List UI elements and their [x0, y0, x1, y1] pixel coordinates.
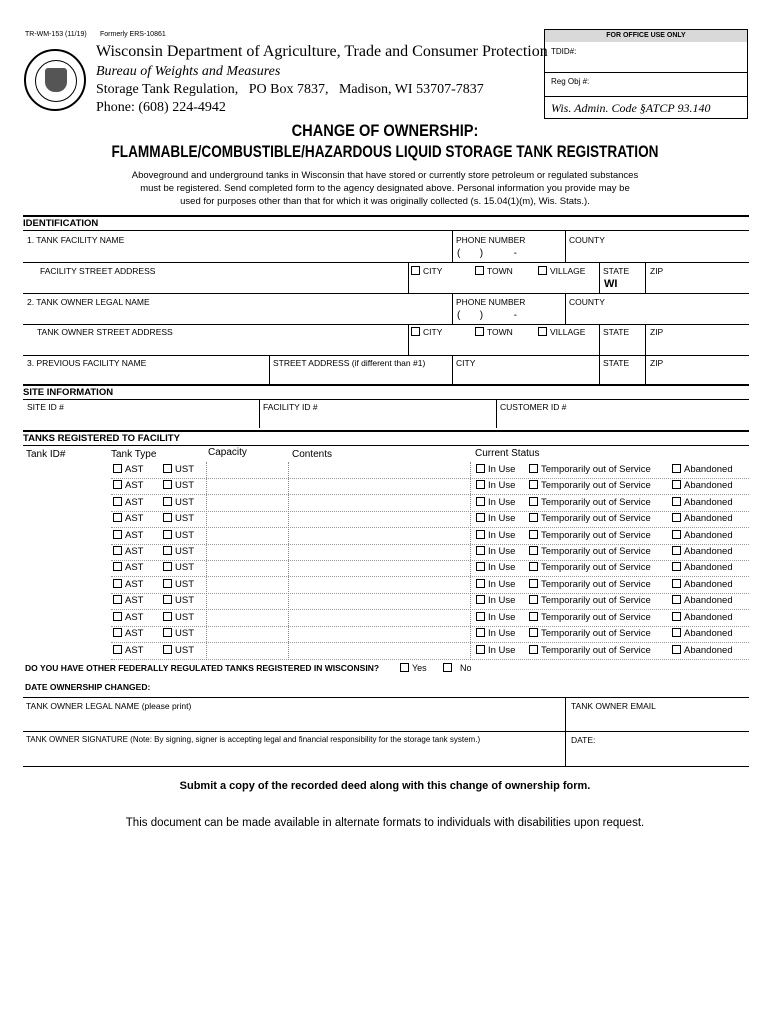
- facility-county-input[interactable]: [566, 244, 749, 261]
- form-title-line1: CHANGE OF OWNERSHIP:: [291, 121, 479, 140]
- tank-contents-input[interactable]: [290, 611, 469, 626]
- table-row: [0, 561, 770, 577]
- status-abandoned-checkbox[interactable]: Abandoned: [672, 480, 733, 491]
- tank-ast-checkbox[interactable]: AST: [113, 645, 143, 656]
- status-in-use-checkbox[interactable]: In Use: [476, 546, 515, 557]
- owner-city-checkbox[interactable]: CITY: [411, 327, 442, 337]
- owner-name-input[interactable]: [23, 294, 452, 323]
- table-row: [0, 496, 770, 512]
- owner-state-label: STATE: [603, 327, 630, 337]
- form-id: TR-WM-153 (11/19): [25, 31, 87, 38]
- tank-capacity-input[interactable]: [208, 644, 287, 659]
- facility-phone-format: ( ) -: [457, 248, 517, 259]
- status-in-use-checkbox[interactable]: In Use: [476, 530, 515, 541]
- facility-county-label: COUNTY: [569, 235, 605, 245]
- tank-ast-checkbox[interactable]: AST: [113, 497, 143, 508]
- signature-date-input[interactable]: [566, 746, 749, 764]
- prev-city-input[interactable]: [453, 368, 599, 383]
- col-tank-id: Tank ID#: [26, 449, 66, 460]
- facility-state-value: WI: [604, 278, 618, 290]
- tank-ast-checkbox[interactable]: AST: [113, 628, 143, 639]
- tank-capacity-input[interactable]: [208, 545, 287, 560]
- tank-contents-input[interactable]: [290, 512, 469, 527]
- status-abandoned-checkbox[interactable]: Abandoned: [672, 579, 733, 590]
- facility-city-checkbox[interactable]: CITY: [411, 266, 442, 276]
- bureau-name: Bureau of Weights and Measures: [96, 64, 281, 79]
- table-row: [0, 644, 770, 660]
- owner-village-checkbox[interactable]: VILLAGE: [538, 327, 585, 337]
- status-abandoned-checkbox[interactable]: Abandoned: [672, 562, 733, 573]
- status-temp-out-checkbox[interactable]: Temporarily out of Service: [529, 562, 651, 573]
- owner-print-name-input[interactable]: [23, 712, 564, 730]
- tank-id-input[interactable]: [24, 594, 108, 609]
- agency-phone: Phone: (608) 224-4942: [96, 100, 226, 115]
- tank-capacity-input[interactable]: [208, 463, 287, 478]
- tank-capacity-input[interactable]: [208, 611, 287, 626]
- tank-capacity-input[interactable]: [208, 561, 287, 576]
- owner-zip-label: ZIP: [650, 327, 664, 337]
- status-temp-out-checkbox[interactable]: Temporarily out of Service: [529, 530, 651, 541]
- owner-county-label: COUNTY: [569, 297, 605, 307]
- tank-ust-checkbox[interactable]: UST: [163, 480, 194, 491]
- owner-phone-label: PHONE NUMBER: [456, 297, 526, 307]
- owner-town-checkbox[interactable]: TOWN: [475, 327, 513, 337]
- tanks-heading: TANKS REGISTERED TO FACILITY: [23, 433, 180, 444]
- intro-line3: used for purposes other than that for which it was originally collected (s. 15.04(1)(m), Wis. Stats.).: [180, 196, 590, 207]
- office-use-box: [544, 29, 748, 119]
- intro-line1: Aboveground and underground tanks in Wisconsin that have stored or currently store petroleum or regulated substances: [131, 170, 639, 181]
- status-in-use-checkbox[interactable]: In Use: [476, 579, 515, 590]
- status-in-use-checkbox[interactable]: In Use: [476, 562, 515, 573]
- intro-line2: must be registered. Send completed form to the agency designated above. Personal information you provide may be: [140, 183, 630, 194]
- table-row: [0, 512, 770, 528]
- federal-no-checkbox[interactable]: No: [443, 663, 472, 673]
- tank-capacity-input[interactable]: [208, 529, 287, 544]
- owner-name-label: 2. TANK OWNER LEGAL NAME: [27, 297, 150, 307]
- tank-contents-input[interactable]: [290, 496, 469, 511]
- tank-id-input[interactable]: [24, 644, 108, 659]
- tank-ast-checkbox[interactable]: AST: [113, 513, 143, 524]
- site-heading: SITE INFORMATION: [23, 387, 114, 398]
- tank-ust-checkbox[interactable]: UST: [163, 464, 194, 475]
- site-id-input[interactable]: [23, 400, 259, 427]
- tank-ust-checkbox[interactable]: UST: [163, 595, 194, 606]
- status-temp-out-checkbox[interactable]: Temporarily out of Service: [529, 595, 651, 606]
- owner-phone-input[interactable]: [453, 306, 565, 323]
- tank-id-input[interactable]: [24, 463, 108, 478]
- table-row: [0, 479, 770, 495]
- status-abandoned-checkbox[interactable]: Abandoned: [672, 513, 733, 524]
- tank-capacity-input[interactable]: [208, 627, 287, 642]
- owner-phone-format: ( ) -: [457, 310, 517, 321]
- prev-zip-label: ZIP: [650, 358, 664, 368]
- office-use-title: FOR OFFICE USE ONLY: [606, 32, 686, 39]
- table-row: [0, 627, 770, 643]
- tank-ust-checkbox[interactable]: UST: [163, 513, 194, 524]
- col-current-status: Current Status: [475, 448, 540, 459]
- alternate-formats-note: This document can be made available in alternate formats to individuals with disabilities upon request.: [125, 817, 645, 829]
- tank-contents-input[interactable]: [290, 561, 469, 576]
- signature-date-label: DATE:: [571, 735, 596, 745]
- tank-ast-checkbox[interactable]: AST: [113, 595, 143, 606]
- table-row: [0, 594, 770, 610]
- reg-obj-label: Reg Obj #:: [551, 77, 590, 86]
- status-abandoned-checkbox[interactable]: Abandoned: [672, 497, 733, 508]
- tank-ast-checkbox[interactable]: AST: [113, 530, 143, 541]
- tank-capacity-input[interactable]: [208, 578, 287, 593]
- table-row: [0, 578, 770, 594]
- tank-ast-checkbox[interactable]: AST: [113, 579, 143, 590]
- status-abandoned-checkbox[interactable]: Abandoned: [672, 595, 733, 606]
- tank-contents-input[interactable]: [290, 644, 469, 659]
- prev-street-label: STREET ADDRESS (if different than #1): [273, 358, 426, 368]
- submit-deed-note: Submit a copy of the recorded deed along with this change of ownership form.: [179, 780, 591, 792]
- date-ownership-changed-label: DATE OWNERSHIP CHANGED:: [25, 682, 151, 692]
- status-temp-out-checkbox[interactable]: Temporarily out of Service: [529, 579, 651, 590]
- agency-address: Storage Tank Regulation, PO Box 7837, Madison, WI 53707-7837: [96, 82, 484, 97]
- state-seal-icon: [24, 49, 86, 111]
- admin-code: Wis. Admin. Code §ATCP 93.140: [551, 101, 711, 115]
- date-ownership-changed-input[interactable]: [170, 680, 749, 694]
- status-in-use-checkbox[interactable]: In Use: [476, 513, 515, 524]
- facility-name-input[interactable]: [23, 231, 452, 261]
- tank-ust-checkbox[interactable]: UST: [163, 562, 194, 573]
- facility-phone-label: PHONE NUMBER: [456, 235, 526, 245]
- facility-street-label: FACILITY STREET ADDRESS: [40, 266, 156, 276]
- facility-zip-input[interactable]: [646, 276, 749, 292]
- facility-id-input[interactable]: [260, 412, 496, 427]
- tank-ast-checkbox[interactable]: AST: [113, 464, 143, 475]
- tank-contents-input[interactable]: [290, 545, 469, 560]
- status-temp-out-checkbox[interactable]: Temporarily out of Service: [529, 497, 651, 508]
- tank-contents-input[interactable]: [290, 627, 469, 642]
- tank-ast-checkbox[interactable]: AST: [113, 612, 143, 623]
- tank-ust-checkbox[interactable]: UST: [163, 579, 194, 590]
- status-temp-out-checkbox[interactable]: Temporarily out of Service: [529, 464, 651, 475]
- status-temp-out-checkbox[interactable]: Temporarily out of Service: [529, 628, 651, 639]
- col-tank-type: Tank Type: [111, 449, 157, 460]
- facility-zip-label: ZIP: [650, 266, 664, 276]
- identification-heading: IDENTIFICATION: [23, 218, 99, 229]
- status-abandoned-checkbox[interactable]: Abandoned: [672, 628, 733, 639]
- tank-ast-checkbox[interactable]: AST: [113, 480, 143, 491]
- tank-id-input[interactable]: [24, 529, 108, 544]
- tank-id-input[interactable]: [24, 578, 108, 593]
- status-temp-out-checkbox[interactable]: Temporarily out of Service: [529, 645, 651, 656]
- status-abandoned-checkbox[interactable]: Abandoned: [672, 612, 733, 623]
- tank-ust-checkbox[interactable]: UST: [163, 546, 194, 557]
- status-temp-out-checkbox[interactable]: Temporarily out of Service: [529, 513, 651, 524]
- agency-name: Wisconsin Department of Agriculture, Trade and Consumer Protection: [96, 43, 548, 60]
- prev-facility-label: 3. PREVIOUS FACILITY NAME: [27, 358, 147, 368]
- status-temp-out-checkbox[interactable]: Temporarily out of Service: [529, 612, 651, 623]
- tank-capacity-input[interactable]: [208, 496, 287, 511]
- tdid-label: TDID#:: [551, 47, 577, 56]
- status-in-use-checkbox[interactable]: In Use: [476, 645, 515, 656]
- owner-street-input[interactable]: [23, 325, 408, 354]
- tank-contents-input[interactable]: [290, 463, 469, 478]
- status-in-use-checkbox[interactable]: In Use: [476, 612, 515, 623]
- tank-ust-checkbox[interactable]: UST: [163, 530, 194, 541]
- status-temp-out-checkbox[interactable]: Temporarily out of Service: [529, 546, 651, 557]
- owner-county-input[interactable]: [566, 306, 749, 323]
- tank-ust-checkbox[interactable]: UST: [163, 612, 194, 623]
- facility-id-label: FACILITY ID #: [263, 402, 318, 412]
- customer-id-label: CUSTOMER ID #: [500, 402, 567, 412]
- status-in-use-checkbox[interactable]: In Use: [476, 480, 515, 491]
- facility-phone-input[interactable]: [453, 244, 565, 261]
- tank-ast-checkbox[interactable]: AST: [113, 546, 143, 557]
- owner-street-label: TANK OWNER STREET ADDRESS: [37, 327, 173, 337]
- facility-village-checkbox[interactable]: VILLAGE: [538, 266, 585, 276]
- status-in-use-checkbox[interactable]: In Use: [476, 595, 515, 606]
- owner-print-name-label: TANK OWNER LEGAL NAME (please print): [26, 701, 192, 711]
- tank-contents-input[interactable]: [290, 578, 469, 593]
- tank-id-input[interactable]: [24, 611, 108, 626]
- tank-ust-checkbox[interactable]: UST: [163, 497, 194, 508]
- status-abandoned-checkbox[interactable]: Abandoned: [672, 530, 733, 541]
- status-in-use-checkbox[interactable]: In Use: [476, 497, 515, 508]
- prev-city-label: CITY: [456, 358, 476, 368]
- table-row: [0, 611, 770, 627]
- status-abandoned-checkbox[interactable]: Abandoned: [672, 546, 733, 557]
- prev-state-label: STATE: [603, 358, 630, 368]
- form-title-line2: FLAMMABLE/COMBUSTIBLE/HAZARDOUS LIQUID STORAGE TANK REGISTRATION: [111, 142, 659, 161]
- prev-street-input[interactable]: [270, 368, 452, 383]
- tank-ust-checkbox[interactable]: UST: [163, 645, 194, 656]
- status-in-use-checkbox[interactable]: In Use: [476, 628, 515, 639]
- tank-contents-input[interactable]: [290, 594, 469, 609]
- owner-email-input[interactable]: [566, 712, 749, 730]
- tank-ast-checkbox[interactable]: AST: [113, 562, 143, 573]
- table-row: [0, 545, 770, 561]
- col-contents: Contents: [292, 449, 333, 460]
- tank-id-input[interactable]: [24, 627, 108, 642]
- tank-id-input[interactable]: [24, 545, 108, 560]
- status-in-use-checkbox[interactable]: In Use: [476, 464, 515, 475]
- owner-email-label: TANK OWNER EMAIL: [571, 701, 656, 711]
- federal-yes-checkbox[interactable]: Yes: [400, 663, 427, 673]
- federal-tanks-question: DO YOU HAVE OTHER FEDERALLY REGULATED TANKS REGISTERED IN WISCONSIN?: [25, 663, 380, 673]
- tank-capacity-input[interactable]: [208, 512, 287, 527]
- signature-label: TANK OWNER SIGNATURE (Note: By signing, signer is accepting legal and financial responsibility for the storage tank system.): [26, 735, 481, 744]
- tank-id-input[interactable]: [24, 561, 108, 576]
- tank-id-input[interactable]: [24, 496, 108, 511]
- tank-ust-checkbox[interactable]: UST: [163, 628, 194, 639]
- tank-contents-input[interactable]: [290, 529, 469, 544]
- tank-id-input[interactable]: [24, 512, 108, 527]
- facility-town-checkbox[interactable]: TOWN: [475, 266, 513, 276]
- tank-id-input[interactable]: [24, 479, 108, 494]
- customer-id-input[interactable]: [497, 412, 749, 427]
- prev-facility-input[interactable]: [23, 356, 269, 383]
- formerly-id: Formerly ERS-10861: [100, 31, 166, 38]
- signature-input[interactable]: [23, 746, 564, 764]
- facility-street-input[interactable]: [23, 263, 408, 293]
- site-id-label: SITE ID #: [27, 402, 64, 412]
- status-temp-out-checkbox[interactable]: Temporarily out of Service: [529, 480, 651, 491]
- status-abandoned-checkbox[interactable]: Abandoned: [672, 464, 733, 475]
- table-row: [0, 463, 770, 479]
- facility-state-label: STATE: [603, 266, 630, 276]
- tank-capacity-input[interactable]: [208, 594, 287, 609]
- tank-capacity-input[interactable]: [208, 479, 287, 494]
- col-capacity: Capacity: [208, 447, 247, 458]
- table-row: [0, 529, 770, 545]
- tank-contents-input[interactable]: [290, 479, 469, 494]
- status-abandoned-checkbox[interactable]: Abandoned: [672, 645, 733, 656]
- facility-name-label: 1. TANK FACILITY NAME: [27, 235, 125, 245]
